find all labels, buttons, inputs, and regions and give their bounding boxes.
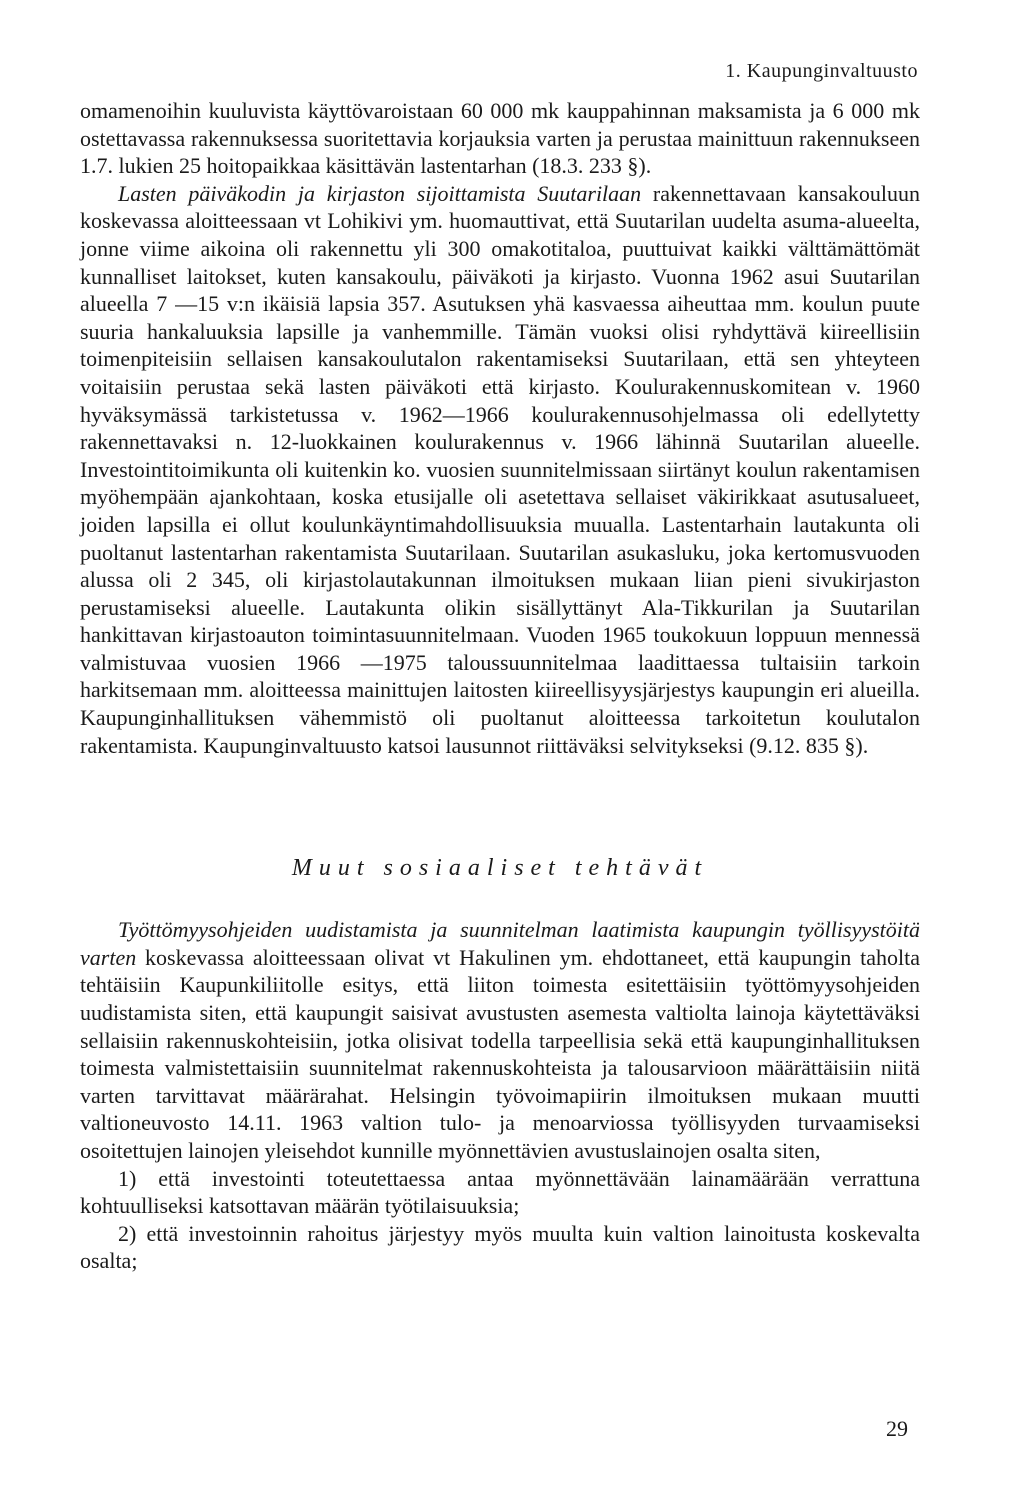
paragraph-unemployment-initiative — [80, 916, 920, 1164]
paragraph-suutarila-initiative-lead: Lasten päiväkodin ja kirjaston sijoittamista Suutarilaan — [118, 180, 642, 206]
section-heading: Muut sosiaaliset tehtävät — [291, 855, 709, 882]
paragraph-unemployment-initiative-lead: Työttömyysohjeiden uudistamista ja suunnitelman laatimista kaupungin työllisyystöitä varten — [80, 917, 920, 970]
running-header: 1. Kaupunginvaltuusto — [725, 60, 918, 82]
paragraph-unemployment-initiative-body: koskevassa aloitteessaan olivat vt Hakulinen ym. ehdottaneet, että kaupungin taholta tehtäisiin Kaupunkiliitolle esitys, että liiton toimesta esitettäisiin työttömyysohjeiden uudistamista siten, että kaupungit saisivat avustusten asemesta valtiolta lainoja käytettäväksi sellaisiin rakennuskohteisiin, jotka olisivat todella tarpeellisia sekä että kaupunginhallituksen toimesta valmistettaisiin suunnitelmat rakennuskohteista ja talousarvioon määrättäisiin niitä varten tarvittavat määrärahat. Helsingin työvoimapiirin ilmoituksen mukaan muutti valtioneuvosto 14.11. 1963 valtion tulo- ja menoarviossa työllisyyden turvaamiseksi osoitettujen lainojen yleisehdot kunnille myönnettävien avustuslainojen osalta siten, — [80, 944, 920, 1163]
paragraph-suutarila-initiative-body: rakennettavaan kansakouluun koskevassa aloitteessaan vt Lohikivi ym. huomauttivat, että Suutarilan uudelta asuma-alueelta, jonne viime aikoina oli rakennettu yli 300 omakotitaloa, puuttuivat kaikki välttämättömät kunnalliset laitokset, kuten kansakoulu, päiväkoti ja kirjasto. Vuonna 1962 asui Suutarilan alueella 7 —15 v:n ikäisiä lapsia 357. Asutuksen yhä kasvaessa aiheuttaa mm. koulun puute suuria hankaluuksia lapsille ja vanhemmille. Tämän vuoksi olisi ryhdyttävä kiireellisiin toimenpiteisiin sellaisen kansakoulutalon rakentamiseksi Suutarilaan, että sen yhteyteen voitaisiin perustaa sekä lasten päiväkoti että kirjasto. Koulurakennuskomitean v. 1960 hyväksymässä tarkistetussa v. 1962—1966 koulurakennusohjelmassa oli edellytetty rakennettavaksi n. 12-luokkainen koulurakennus v. 1966 lähinnä Suutarilan alueelle. Investointitoimikunta oli kuitenkin ko. vuosien suunnitelmissaan siirtänyt koulun rakentamisen myöhempään ajankohtaan, koska etusijalle oli asetettava sellaiset väkirikkaat asutusalueet, joiden lapsilla ei ollut koulunkäyntimahdollisuuksia muualla. Lastentarhain lautakunta oli puoltanut lastentarhan rakentamista Suutarilaan. Suutarilan asukasluku, joka kertomusvuoden alussa oli 2 345, oli kirjastolautakunnan ilmoituksen mukaan liian pieni sivukirjaston perustamiseksi alueelle. Lautakunta olikin sisällyttänyt Ala-Tikkurilan ja Suutarilan hankittavan kirjastoauton toimintasuunnitelmaan. Vuoden 1965 toukokuun loppuun mennessä valmistuvaa vuosien 1966 —1975 taloussuunnitelmaa laadittaessa tultaisiin tarkoin harkitsemaan mm. aloitteessa mainittujen laitosten kiireellisyysjärjestys kaupungin eri alueilla. Kaupunginhallituksen vähemmistö oli puoltanut aloitteessa tarkoitetun koulutalon rakentamista. Kaupunginvaltuusto katsoi lausunnot riittäväksi selvitykseksi (9.12. 835 §). — [80, 180, 920, 758]
document-page — [80, 60, 920, 1275]
page-number: 29 — [886, 1416, 908, 1441]
list-item-1: 1) että investointi toteutettaessa antaa myönnettävään lainamäärään verrattuna kohtuulliseksi katsottavan määrän työtilaisuuksia; — [80, 1165, 920, 1219]
list-item-2: 2) että investoinnin rahoitus järjestyy myös muulta kuin valtion lainoitusta koskevalta osalta; — [80, 1220, 920, 1274]
paragraph-suutarila-initiative — [80, 180, 920, 759]
paragraph-daycare-purchase: omamenoihin kuuluvista käyttövaroistaan 60 000 mk kauppahinnan maksamista ja 6 000 mk ostettavassa rakennuksessa suoritettavia korjauksia varten ja perustaa mainittuun rakennukseen 1.7. lukien 25 hoitopaikkaa käsittävän lastentarhan (18.3. 233 §). — [80, 98, 920, 179]
